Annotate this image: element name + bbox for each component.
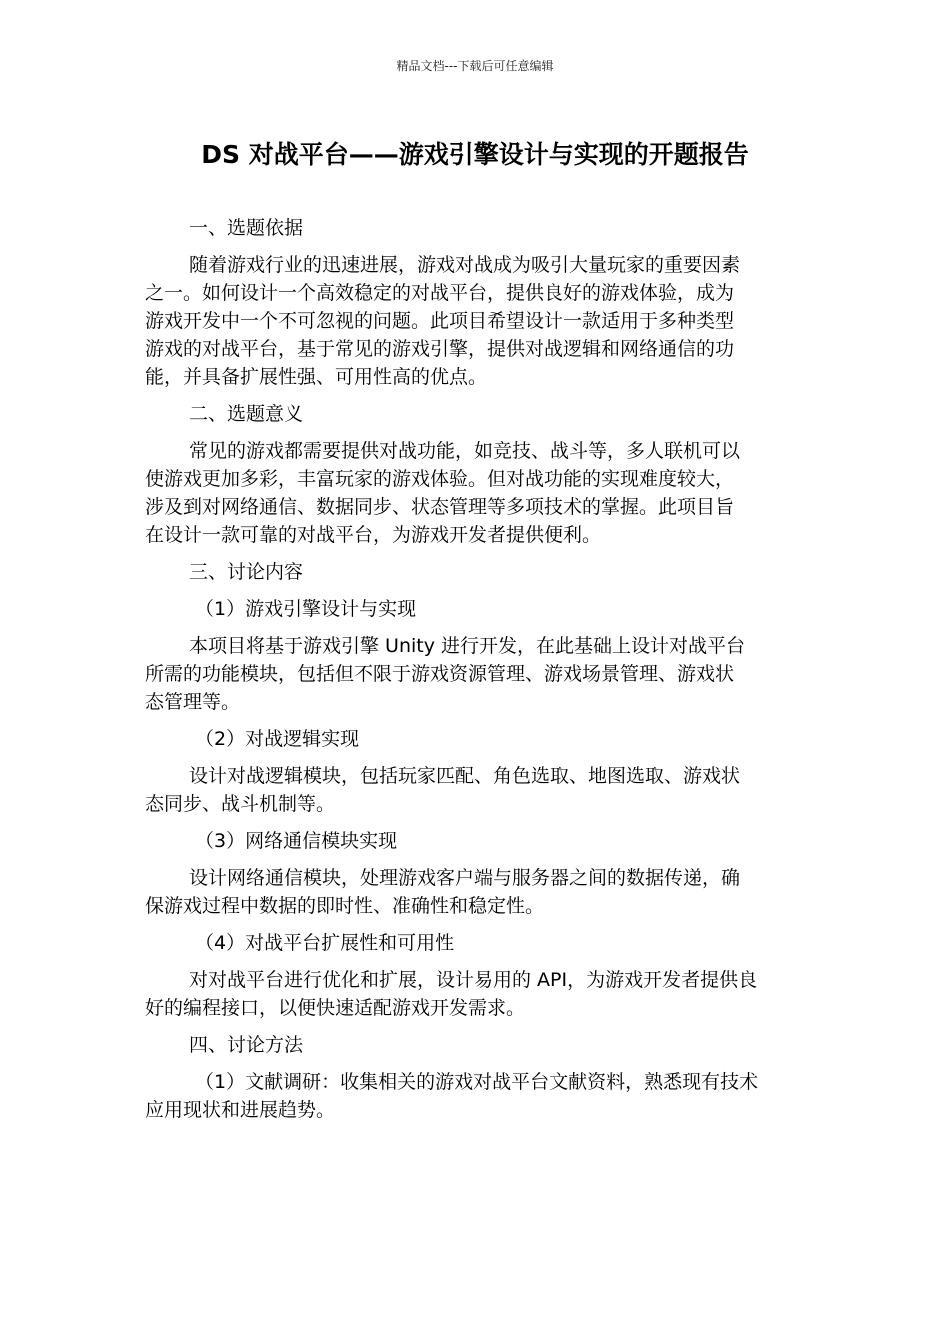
paragraph-significance: 常见的游戏都需要提供对战功能，如竞技、战斗等，多人联机可以 使游戏更加多彩，丰富玩家的游戏体验。但对战功能的实现难度较大， 涉及到对网络通信、数据同步、状态管理等多项技术的掌握。此项目旨 在设计一款可靠的对战平台，为游戏开发者提供便利。 (145, 440, 741, 546)
subheading-network: （3）网络通信模块实现 (195, 830, 398, 852)
subheading-battle-logic: （2）对战逻辑实现 (195, 728, 360, 750)
paragraph-extensibility: 对对战平台进行优化和扩展，设计易用的 API，为游戏开发者提供良 好的编程接口，以便快速适配游戏开发需求。 (145, 969, 758, 1019)
section-heading-methods: 四、讨论方法 (189, 1034, 304, 1056)
paragraph-basis: 随着游戏行业的迅速进展，游戏对战成为吸引大量玩家的重要因素 之一。如何设计一个高效稳定的对战平台，提供良好的游戏体验，成为 游戏开发中一个不可忽视的问题。此项目希望设计一款适用于多种类型 游戏的对战平台，基于常见的游戏引擎，提供对战逻辑和网络通信的功 能，并具备扩展性强、可用性高的优点。 (145, 254, 741, 388)
document-title: DS 对战平台——游戏引擎设计与实现的开题报告 (201, 140, 749, 169)
section-heading-significance: 二、选题意义 (189, 403, 304, 425)
header-note: 精品文档---下载后可任意编辑 (396, 59, 554, 73)
paragraph-engine: 本项目将基于游戏引擎 Unity 进行开发，在此基础上设计对战平台 所需的功能模块，包括但不限于游戏资源管理、游戏场景管理、游戏状 态管理等。 (145, 635, 746, 713)
subheading-engine: （1）游戏引擎设计与实现 (195, 598, 417, 620)
section-heading-basis: 一、选题依据 (189, 217, 304, 239)
paragraph-literature-review: （1）文献调研：收集相关的游戏对战平台文献资料，熟悉现有技术 应用现状和进展趋势。 (145, 1071, 759, 1121)
document-body (145, 214, 809, 1133)
subheading-extensibility: （4）对战平台扩展性和可用性 (195, 932, 455, 954)
section-heading-content: 三、讨论内容 (189, 561, 304, 583)
paragraph-battle-logic: 设计对战逻辑模块，包括玩家匹配、角色选取、地图选取、游戏状 态同步、战斗机制等。 (145, 765, 741, 815)
paragraph-network: 设计网络通信模块，处理游戏客户端与服务器之间的数据传递，确 保游戏过程中数据的即时性、准确性和稳定性。 (145, 867, 741, 917)
